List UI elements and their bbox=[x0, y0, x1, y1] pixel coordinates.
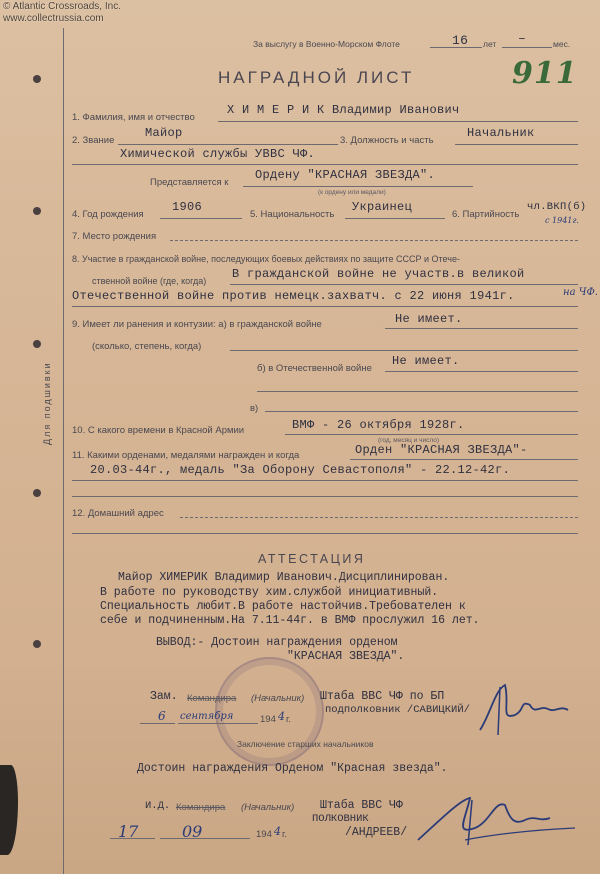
f4-value: 1906 bbox=[172, 200, 203, 214]
margin-rule bbox=[63, 28, 64, 874]
months-label: мес. bbox=[553, 39, 571, 49]
f8-value-2: Отечественной войне против немецк.захватч. с 22 июня 1941г. bbox=[72, 289, 515, 303]
sig2-unit: Штаба ВВС ЧФ bbox=[320, 799, 403, 812]
attestation-line-1: Майор ХИМЕРИК Владимир Иванович.Дисциплинирован. bbox=[118, 571, 450, 584]
f9-c-label: в) bbox=[250, 403, 259, 414]
attestation-heading: АТТЕСТАЦИЯ bbox=[258, 552, 366, 566]
f8-label-1: 8. Участие в гражданской войне, последующих боевых действиях по защите СССР и Отече- bbox=[72, 254, 460, 264]
f1-value: Х И М Е Р И К Владимир Иванович bbox=[227, 103, 460, 117]
sig2-year-label: г. bbox=[282, 829, 287, 840]
senior-text: Достоин награждения Орденом "Красная звезда". bbox=[137, 762, 448, 775]
f12-label: 12. Домашний адрес bbox=[72, 508, 164, 519]
f2-value: Майор bbox=[145, 126, 183, 140]
f1-label: 1. Фамилия, имя и отчество bbox=[72, 112, 195, 123]
f3-value-1: Начальник bbox=[467, 126, 535, 140]
f7-label: 7. Место рождения bbox=[72, 231, 157, 242]
f11-value-2: 20.03-44г., медаль "За Оборону Севастополя" - 22.12-42г. bbox=[90, 463, 511, 477]
f11-value-1: Орден "КРАСНАЯ ЗВЕЗДА"- bbox=[355, 443, 528, 457]
sig1-year-prefix: 194 bbox=[260, 714, 276, 725]
punch-hole-4 bbox=[33, 489, 41, 497]
f10-label: 10. С какого времени в Красной Армии bbox=[72, 425, 245, 436]
f9-label: 9. Имеет ли ранения и контузии: а) в гражданской войне bbox=[72, 319, 322, 330]
f3-value-2: Химической службы УВВС ЧФ. bbox=[120, 147, 316, 161]
f2-label: 2. Звание bbox=[72, 135, 115, 146]
attestation-line-2: В работе по руководству хим.службой инициативный. bbox=[100, 586, 439, 599]
signature-2 bbox=[410, 780, 585, 860]
presented-hint: (к ордену или медали) bbox=[318, 189, 386, 196]
f5-value: Украинец bbox=[352, 200, 413, 214]
signature-1 bbox=[470, 675, 575, 740]
sig2-year-suffix: 4 bbox=[274, 825, 281, 838]
months-dash: – bbox=[518, 31, 527, 46]
watermark-line2: www.collectrussia.com bbox=[3, 13, 104, 24]
f9-value-b: Не имеет. bbox=[392, 354, 460, 368]
years-label: лет bbox=[483, 39, 497, 49]
f10-value: ВМФ - 26 октября 1928г. bbox=[292, 418, 465, 432]
f8-value-1: В гражданской войне не участв.в великой bbox=[232, 267, 525, 281]
sig2-prefix: И.Д. bbox=[145, 800, 171, 812]
f6-handwritten: с 1941г. bbox=[545, 216, 579, 225]
f9-value-a: Не имеет. bbox=[395, 312, 463, 326]
f6-label: 6. Партийность bbox=[452, 209, 520, 220]
page-title: НАГРАДНОЙ ЛИСТ bbox=[218, 68, 415, 87]
service-label: За выслугу в Военно-Морском Флоте bbox=[253, 39, 400, 49]
sig1-rank: подполковник /САВИЦКИЙ/ bbox=[325, 704, 470, 716]
f8-label-2: ственной войне (где, когда) bbox=[92, 276, 207, 286]
f10-hint: (год, месяц и число) bbox=[378, 437, 440, 444]
f9-sub-hint: (сколько, степень, когда) bbox=[92, 341, 202, 352]
punch-hole-1 bbox=[33, 75, 41, 83]
sig2-year-prefix: 194 bbox=[256, 829, 272, 840]
conclusion-line-1: ВЫВОД:- Достоин награждения орденом bbox=[156, 636, 398, 649]
sig1-day: 6 bbox=[158, 709, 166, 723]
attestation-line-4: себе и подчиненным.На 7.11-44г. в ВМФ прослужил 16 лет. bbox=[100, 614, 480, 627]
attestation-line-3: Специальность любит.В работе настойчив.Требователен к bbox=[100, 600, 466, 613]
watermark-line1: © Atlantic Crossroads, Inc. bbox=[3, 1, 121, 12]
conclusion-line-2: "КРАСНАЯ ЗВЕЗДА". bbox=[287, 650, 405, 663]
presented-label: Представляется к bbox=[150, 177, 229, 188]
handwritten-number: 911 bbox=[512, 56, 578, 91]
sig2-rank: ПОЛКОВНИК bbox=[312, 813, 369, 825]
presented-value: Ордену "КРАСНАЯ ЗВЕЗДА". bbox=[255, 168, 436, 182]
f8-handwritten: на ЧФ. bbox=[563, 287, 598, 298]
sig1-role: (Начальник) bbox=[251, 693, 305, 704]
f9-b-label: б) в Отечественной войне bbox=[257, 363, 372, 374]
sig2-name: /АНДРЕЕВ/ bbox=[345, 826, 408, 839]
f11-label: 11. Какими орденами, медалями награжден и когда bbox=[72, 450, 300, 461]
f6-value: чл.ВКП(б) bbox=[527, 201, 587, 213]
sig2-month: 09 bbox=[182, 822, 203, 841]
sig1-unit: Штаба ВВС ЧФ по БП bbox=[320, 690, 445, 703]
f4-label: 4. Год рождения bbox=[72, 209, 144, 220]
f3-label: 3. Должность и часть bbox=[340, 135, 434, 146]
sig1-struck: Командира bbox=[187, 693, 237, 704]
punch-hole-5 bbox=[33, 640, 41, 648]
torn-edge bbox=[0, 765, 18, 855]
margin-label: Для подшивки bbox=[42, 361, 52, 445]
service-years: 16 bbox=[452, 33, 469, 48]
f5-label: 5. Национальность bbox=[250, 209, 335, 220]
sig1-year-label: г. bbox=[286, 714, 291, 725]
senior-label: Заключение старших начальников bbox=[237, 739, 374, 749]
sig2-struck: Командира bbox=[176, 802, 226, 813]
sig1-prefix: Зам. bbox=[150, 690, 178, 703]
sig1-month: сентября bbox=[180, 711, 234, 722]
sig2-role: (Начальник) bbox=[241, 802, 295, 813]
sig2-day: 17 bbox=[118, 822, 139, 841]
punch-hole-2 bbox=[33, 207, 41, 215]
sig1-year-suffix: 4 bbox=[278, 710, 285, 723]
punch-hole-3 bbox=[33, 340, 41, 348]
